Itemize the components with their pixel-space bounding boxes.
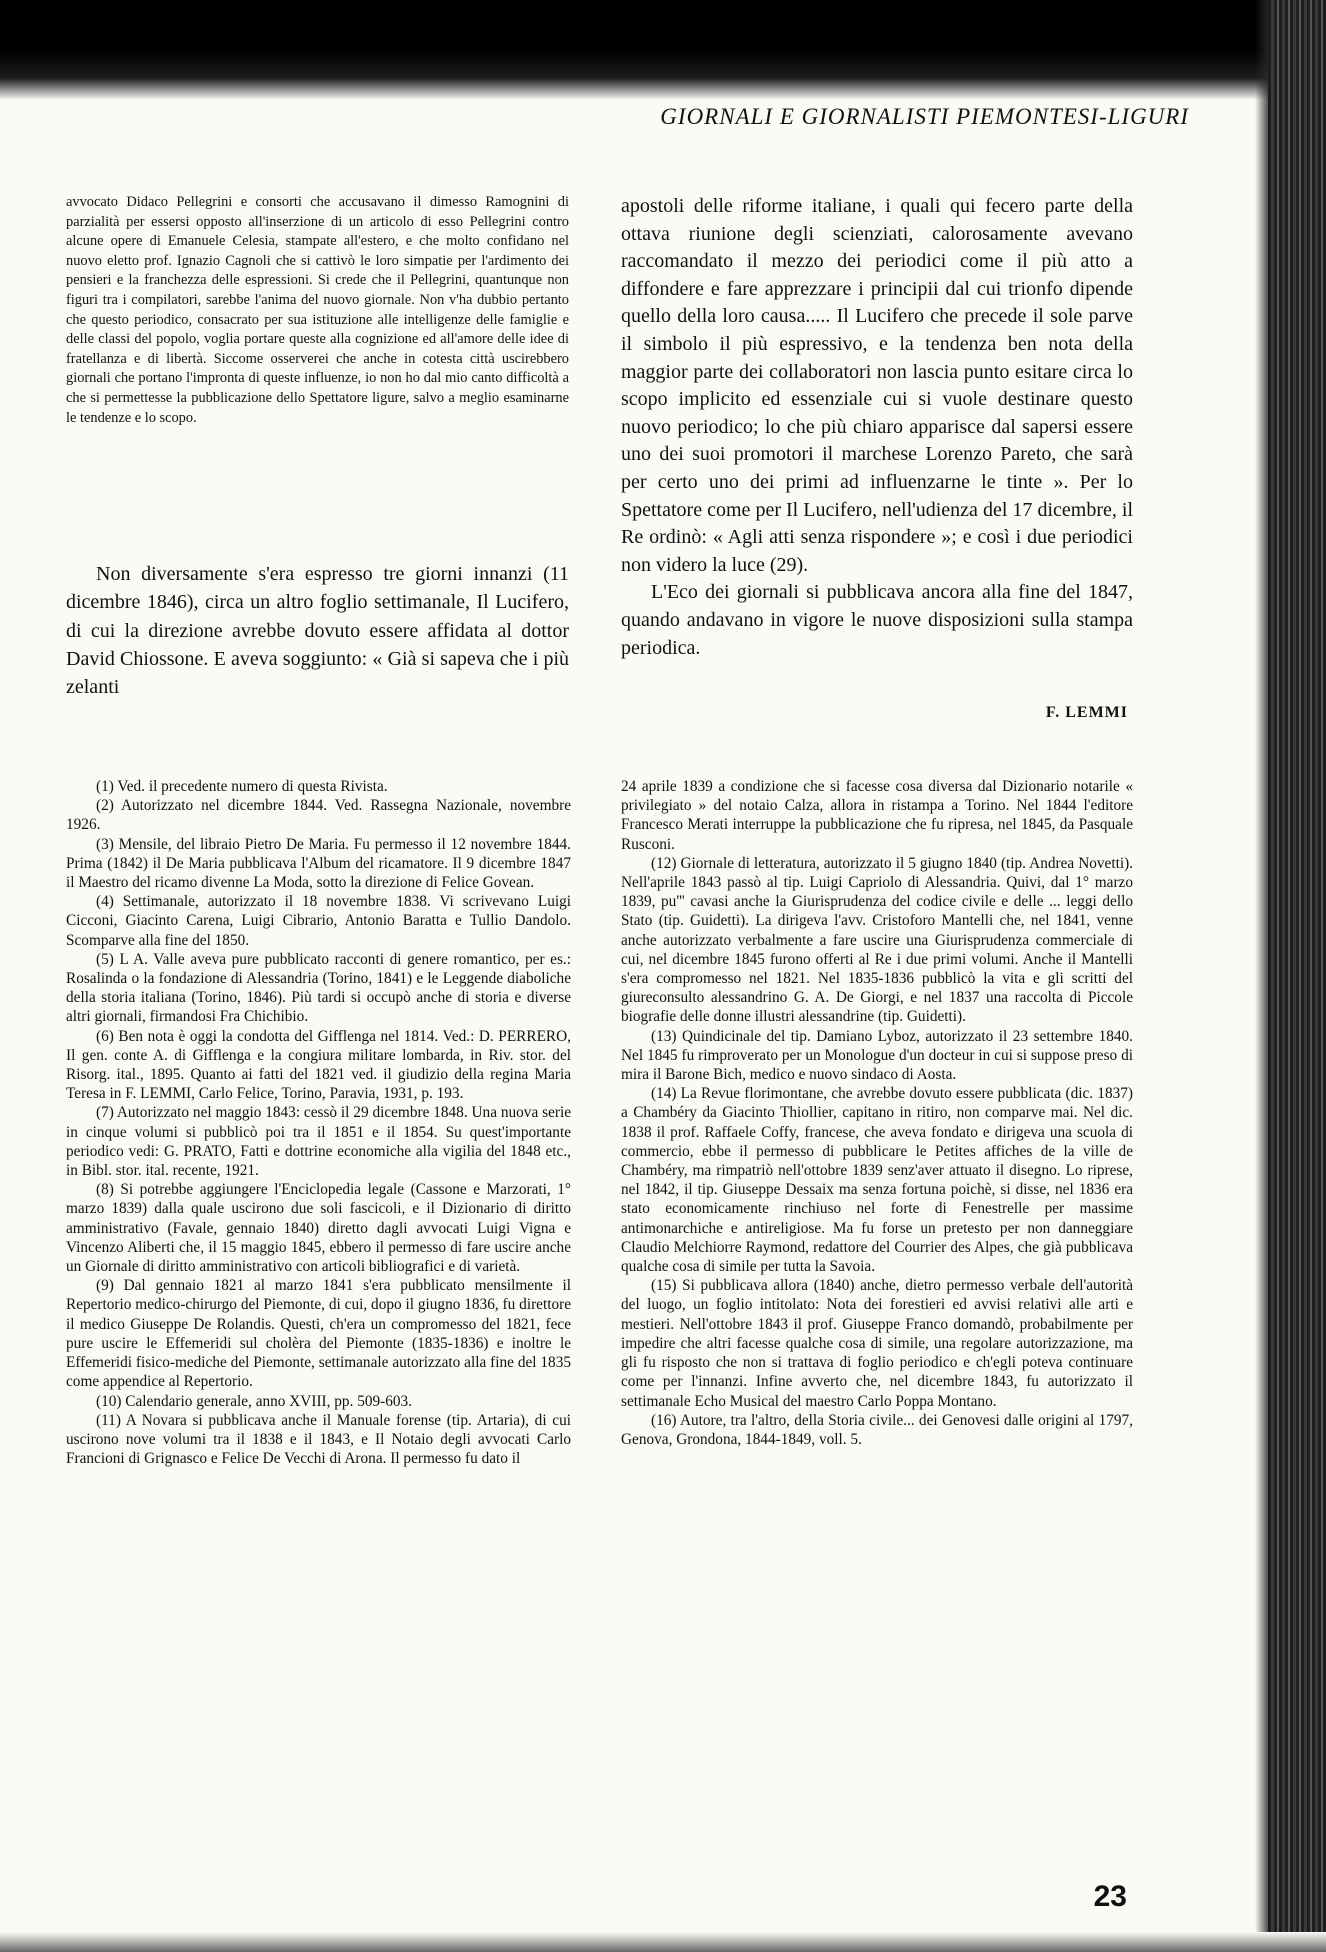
scan-dark-right-border (1268, 0, 1326, 1952)
body-paragraph-right-2: L'Eco dei giornali si pubblicava ancora alla fine del 1847, quando andavano in vigore le nuove disposizioni sulla stampa periodica. (621, 581, 1133, 659)
footnote: (2) Autorizzato nel dicembre 1844. Ved. Rassegna Nazionale, novembre 1926. (66, 797, 571, 834)
body-left-column (66, 560, 569, 701)
footnote: (4) Settimanale, autorizzato il 18 novembre 1838. Vi scrivevano Luigi Cicconi, Giacinto Carena, Luigi Cibrario, Antonio Baratta e Tullio Dandolo. Scomparve alla fine del 1850. (66, 893, 571, 949)
footnote: (5) L A. Valle aveva pure pubblicato racconti di genere romantico, per es.: Rosalinda o la fondazione di Alessandria (Torino, 1841) e le Leggende diaboliche della storia italiana (Torino, 1846). Più tardi si occupò anche di storia e diverse altri giornali, firmandosi Fra Chichibio. (66, 950, 571, 1026)
footnote: (7) Autorizzato nel maggio 1843: cessò il 29 dicembre 1848. Una nuova serie in cinque volumi si pubblicò poi tra il 1851 e il 1854. Su quest'importante periodico vedi: G. PRATO, Fatti e dottrine economiche alla vigilia del 1848 etc., in Bibl. stor. ital. recente, 1921. (66, 1104, 571, 1180)
footnotes-right-column (621, 777, 1133, 1449)
footnote: (14) La Revue florimontane, che avrebbe dovuto essere pubblicata (dic. 1837) a Chambéry da Giacinto Thiollier, capitano in ritiro, non comparve mai. Nel dic. 1838 il prof. Raffaele Coffy, francese, che aveva fondato e dirigeva una scuola di commercio, ebbe il permesso di pubblicare le Petites affiches de la ville de Chambéry, ma rimpatriò nell'ottobre 1839 senz'aver attuato il disegno. Lo riprese, nel 1842, il tip. Giuseppe Dessaix ma senza fortuna poichè, si disse, nel 1836 era stato economicamente rinchiuso nel forte di Fenestrelle per massime antimonarchiche e antireligiose. Ma fu forse un pretesto per non danneggiare Claudio Melchiorre Raymond, redattore del Courrier des Alpes, che già pubblicava qualche cosa di simile per tutta la Savoia. (621, 1085, 1133, 1276)
footnotes-left-column (66, 777, 571, 1468)
footnote: (9) Dal gennaio 1821 al marzo 1841 s'era pubblicato mensilmente il Repertorio medico-chirurgo del Piemonte, di cui, dopo il giugno 1836, fu direttore il medico Giuseppe De Rolandis. Questi, ch'era un compromesso del 1821, fece pure uscire le Effemeridi sul cholèra del Piemonte (1835-1836) e inoltre le Effemeridi fisico-mediche del Piemonte, settimanale autorizzato alla fine del 1835 come appendice al Repertorio. (66, 1277, 571, 1391)
footnote: (13) Quindicinale del tip. Damiano Lyboz, autorizzato il 23 settembre 1840. Nel 1845 fu rimproverato per un Monologue d'un docteur in cui si suppose preso di mira il Barone Bich, medico e nuovo sindaco di Aosta. (621, 1027, 1133, 1084)
scan-bottom-shadow (0, 1932, 1326, 1952)
body-paragraph-left: Non diversamente s'era espresso tre giorni innanzi (11 dicembre 1846), circa un altro foglio settimanale, Il Lucifero, di cui la direzione avrebbe dovuto essere affidata al dottor David Chiossone. E aveva soggiunto: « Già si sapeva che i più zelanti (66, 563, 569, 699)
footnote: (3) Mensile, del libraio Pietro De Maria. Fu permesso il 12 novembre 1844. Prima (1842) il De Maria pubblicava l'Album del ricamatore. Il 9 dicembre 1847 il Maestro del ricamo divenne La Moda, sotto la direzione di Felice Govean. (66, 835, 571, 892)
running-header: GIORNALI E GIORNALISTI PIEMONTESI-LIGURI (660, 104, 1189, 129)
scan-dark-top-border (0, 0, 1326, 100)
page-number: 23 (1093, 1880, 1127, 1913)
footnote: (12) Giornale di letteratura, autorizzato il 5 giugno 1840 (tip. Andrea Novetti). Nell'aprile 1843 passò al tip. Luigi Capriolo di Alessandria. Quivi, dal 1° marzo 1839, pu''' cavasi anche la Giurisprudenza del codice civile e delle ... leggi dello Stato (tip. Guidetti). La dirigeva l'avv. Cristoforo Mantelli che, nel 1841, venne anche autorizzato verbalmente a fare uscire una Giurisprudenza commerciale di cui, nel dicembre 1845 furono offerti al Re i due primi volumi. Anche il Mantelli s'era compromesso nel 1821. Nel 1835-1836 pubblicò la vita e gli scritti del giureconsulto alessandrino G. A. De Giorgi, e nel 1837 una raccolta di Piccole biografie delle donne illustri alessandrine (tip. Guidetti). (621, 854, 1133, 1026)
footnote: (15) Si pubblicava allora (1840) anche, dietro permesso verbale dell'autorità del luogo, un foglio intitolato: Nota dei forestieri ed avvisi relativi alle arti e mestieri. Nell'ottobre 1843 il prof. Giuseppe Franco domandò, probabilmente per impedire che altri facesse qualche cosa di simile, una regolare autorizzazione, ma gli fu risposto che non si trattava di foglio periodico e ch'egli poteva continuare come per l'innanzi. Infine avverto che, nel dicembre 1843, fu autorizzato il settimanale Echo Musical del maestro Carlo Poppa Montano. (621, 1277, 1133, 1410)
author-signature: F. LEMMI (1045, 704, 1128, 721)
body-right-column (621, 193, 1133, 662)
footnote: (6) Ben nota è oggi la condotta del Gifflenga nel 1814. Ved.: D. PERRERO, Il gen. conte A. di Gifflenga e la congiura militare lombarda, in Riv. stor. del Risorg. ital., 1895. Quanto ai fatti del 1821 ved. il giudizio della regina Maria Teresa in F. LEMMI, Carlo Felice, Torino, Paravia, 1931, p. 193. (66, 1027, 571, 1103)
body-paragraph-right-1: apostoli delle riforme italiane, i quali qui fecero parte della ottava riunione degli scienziati, calorosamente avevano raccomandato il mezzo dei periodici come il più atto a diffondere e fare apprezzare i principii dal cui trionfo dipende quello della loro causa..... Il Lucifero che precede il sole parve il simbolo il più espressivo, e la tendenza ben nota della maggior parte dei collaboratori non lascia punto esitare circa lo scopo implicito ed essenziale cui si vuole destinare questo nuovo periodico; lo che più chiaro apparisce dal sapersi essere uno dei suoi promotori il marchese Lorenzo Pareto, che sarà per certo uno dei primi ad influenzarne le tinte ». Per lo Spettatore come per Il Lucifero, nell'udienza del 17 dicembre, il Re ordinò: « Agli atti senza rispondere »; e così i due periodici non videro la luce (29). (621, 195, 1133, 576)
footnote-continuation: 24 aprile 1839 a condizione che si facesse cosa diversa dal Dizionario notarile « privilegiato » del notaio Calza, allora in ristampa a Torino. Nel 1844 l'editore Francesco Merati interruppe la pubblicazione che fu ripresa, nel 1845, da Pasquale Rusconi. (621, 778, 1133, 853)
footnote: (10) Calendario generale, anno XVIII, pp. 509-603. (96, 1392, 413, 1410)
intro-paragraph: avvocato Didaco Pellegrini e consorti che accusavano il dimesso Ramognini di parzialità per essersi opposto all'inserzione di un articolo di esso Pellegrini contro alcune opere di Emanuele Celesia, stampate all'estero, e che molto confidano nel nuovo eletto prof. Ignazio Cagnoli che si cattivò le loro simpatie per l'ardimento dei pensieri e la franchezza delle espressioni. Si crede che il Pellegrini, quantunque non figuri tra i compilatori, sarebbe l'anima del nuovo giornale. Non v'ha dubbio pertanto che questo periodico, consacrato per sua istituzione alle intelligenze delle famiglie e delle classi del popolo, voglia portare queste alla cognizione ed all'amore delle idee di fratellanza e di libertà. Siccome osserverei che anche in cotesta città uscirebbero giornali che portano l'impronta di queste influenze, io non ho dal mio canto difficoltà a che si permettesse la pubblicazione dello Spettatore ligure, salvo a meglio esaminarne le tendenze e lo scopo. (66, 194, 569, 426)
footnote: (8) Si potrebbe aggiungere l'Enciclopedia legale (Cassone e Marzorati, 1° marzo 1839) dalla quale uscirono due soli fascicoli, e il Dizionario di diritto amministrativo (Favale, gennaio 1840) diretto dagli avvocati Luigi Vigna e Vincenzo Aliberti che, il 15 maggio 1845, ebbero il permesso di fare uscire anche un Giornale di diritto amministrativo con articoli bibliografici e di varietà. (66, 1181, 571, 1276)
footnote: (11) A Novara si pubblicava anche il Manuale forense (tip. Artaria), di cui uscirono nove volumi tra il 1838 e il 1843, e Il Notaio degli avvocati Carlo Francioni di Grignasco e Felice De Vecchi di Arona. Il permesso fu dato il (66, 1411, 571, 1468)
footnote: (16) Autore, tra l'altro, della Storia civile... dei Genovesi dalle origini al 1797, Genova, Grondona, 1844-1849, voll. 5. (621, 1411, 1133, 1448)
footnote: (1) Ved. il precedente numero di questa Rivista. (96, 778, 388, 795)
intro-quote-column (66, 193, 569, 428)
